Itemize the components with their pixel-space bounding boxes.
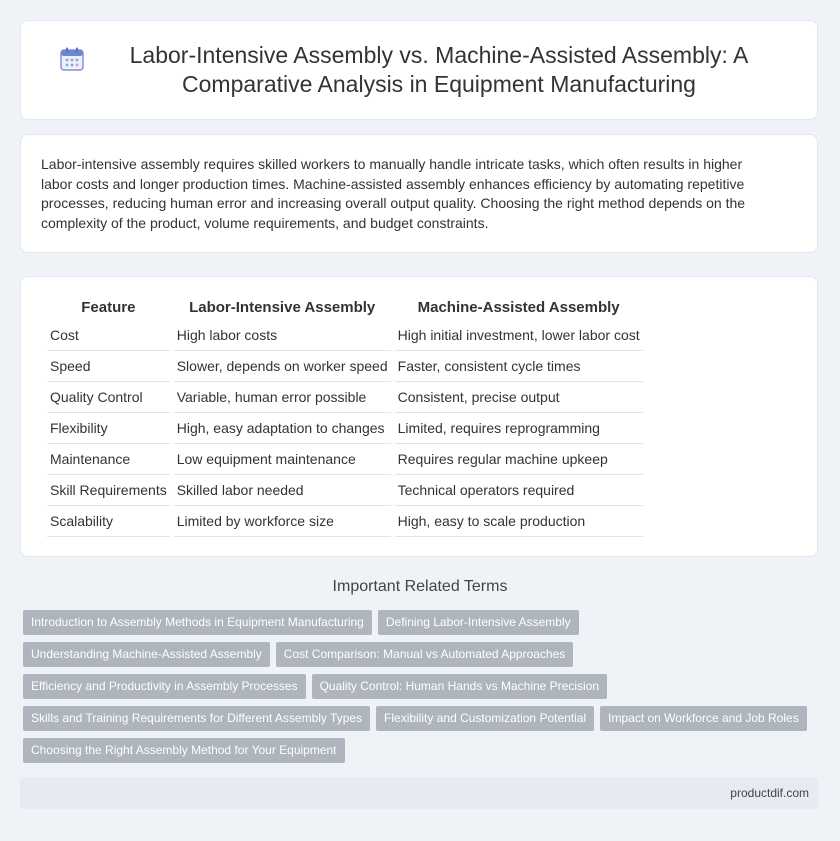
intro-paragraph: Labor-intensive assembly requires skilled workers to manually handle intricate tasks, which often results in higher labor costs and longer production times. Machine-assisted assembly enhances efficiency by automating repetitive processes, reducing human error and increasing overall output quality. Choosing the right method depends on the complexity of the product, volume requirements, and budget constraints. xyxy=(41,156,746,231)
table-cell: Cost xyxy=(47,320,170,351)
table-row xyxy=(47,320,643,351)
table-cell: Consistent, precise output xyxy=(395,382,643,413)
table-cell: Low equipment maintenance xyxy=(174,444,391,475)
table-cell: Flexibility xyxy=(47,413,170,444)
calendar-icon xyxy=(59,46,85,72)
table-cell: High labor costs xyxy=(174,320,391,351)
table-row xyxy=(47,351,643,382)
related-term-tag[interactable]: Introduction to Assembly Methods in Equipment Manufacturing xyxy=(23,610,372,635)
table-cell: Requires regular machine upkeep xyxy=(395,444,643,475)
related-term-tag[interactable]: Quality Control: Human Hands vs Machine Precision xyxy=(312,674,607,699)
table-row xyxy=(47,382,643,413)
header-feature: Feature xyxy=(81,299,136,316)
related-term-tag[interactable]: Efficiency and Productivity in Assembly Processes xyxy=(23,674,306,699)
related-term-tag[interactable]: Skills and Training Requirements for Different Assembly Types xyxy=(23,706,370,731)
related-term-tag[interactable]: Cost Comparison: Manual vs Automated Approaches xyxy=(276,642,573,667)
table-cell: Limited, requires reprogramming xyxy=(395,413,643,444)
table-cell: High, easy adaptation to changes xyxy=(174,413,391,444)
related-terms-list xyxy=(23,610,823,770)
comparison-table xyxy=(43,295,647,537)
table-cell: High, easy to scale production xyxy=(395,506,643,537)
table-row xyxy=(47,413,643,444)
table-cell: Faster, consistent cycle times xyxy=(395,351,643,382)
footer xyxy=(20,777,818,809)
related-terms-heading: Important Related Terms xyxy=(332,578,508,595)
table-cell: Scalability xyxy=(47,506,170,537)
related-term-tag[interactable]: Understanding Machine-Assisted Assembly xyxy=(23,642,270,667)
table-cell: Skilled labor needed xyxy=(174,475,391,506)
table-cell: Speed xyxy=(47,351,170,382)
table-cell: Technical operators required xyxy=(395,475,643,506)
table-header-row xyxy=(47,295,643,320)
related-term-tag[interactable]: Choosing the Right Assembly Method for Your Equipment xyxy=(23,738,345,763)
table-cell: Maintenance xyxy=(47,444,170,475)
table-row xyxy=(47,506,643,537)
title-card xyxy=(20,20,818,120)
header-labor-intensive: Labor-Intensive Assembly xyxy=(189,299,376,316)
table-row xyxy=(47,475,643,506)
comparison-card xyxy=(20,276,818,557)
table-cell: Slower, depends on worker speed xyxy=(174,351,391,382)
intro-card xyxy=(20,134,818,253)
table-cell: Quality Control xyxy=(47,382,170,413)
page-title: Labor-Intensive Assembly vs. Machine-Assisted Assembly: A Comparative Analysis in Equipment Manufacturing xyxy=(129,42,749,97)
related-term-tag[interactable]: Flexibility and Customization Potential xyxy=(376,706,594,731)
related-term-tag[interactable]: Defining Labor-Intensive Assembly xyxy=(378,610,579,635)
table-cell: Skill Requirements xyxy=(47,475,170,506)
site-credit[interactable]: productdif.com xyxy=(730,786,809,800)
table-cell: Variable, human error possible xyxy=(174,382,391,413)
table-row xyxy=(47,444,643,475)
table-cell: Limited by workforce size xyxy=(174,506,391,537)
header-machine-assisted: Machine-Assisted Assembly xyxy=(417,299,620,316)
table-cell: High initial investment, lower labor cost xyxy=(395,320,643,351)
related-term-tag[interactable]: Impact on Workforce and Job Roles xyxy=(600,706,807,731)
